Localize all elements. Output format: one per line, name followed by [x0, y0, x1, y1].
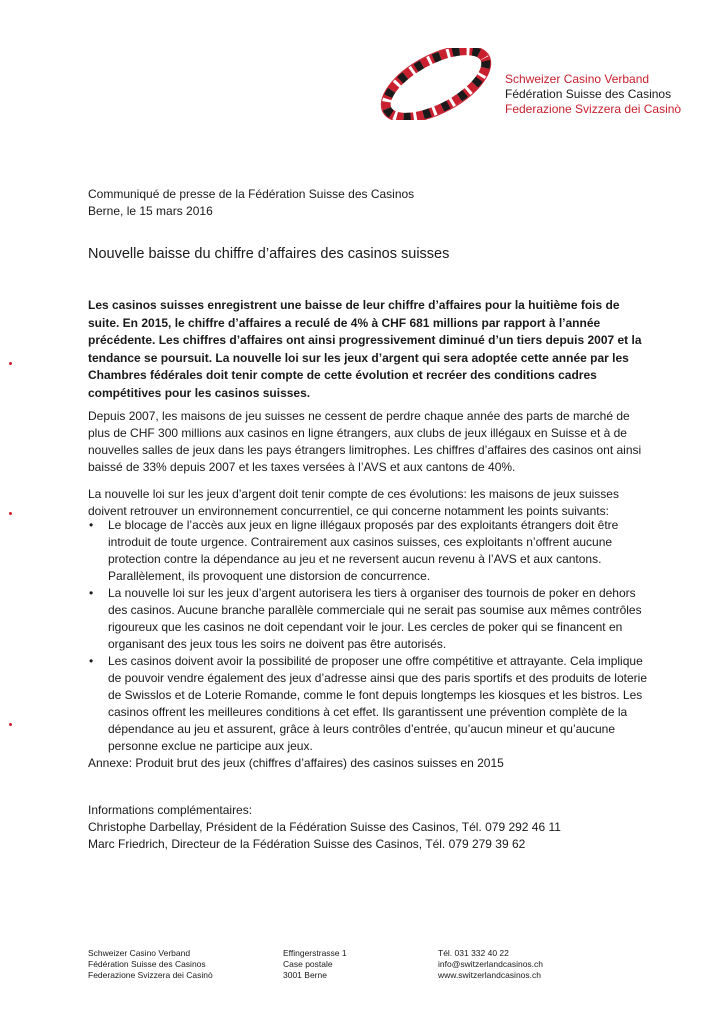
footer-address — [283, 948, 347, 981]
bullet-glyph: • — [89, 654, 94, 668]
footer-line: Case postale — [283, 959, 333, 969]
contact-line: Marc Friedrich, Directeur de la Fédération Suisse des Casinos, Tél. 079 279 39 62 — [88, 837, 526, 851]
release-date: Berne, le 15 mars 2016 — [88, 204, 213, 218]
org-name-de: Schweizer Casino Verband — [505, 72, 650, 86]
footer-line: Effingerstrasse 1 — [283, 948, 347, 958]
organisation-names — [505, 72, 681, 117]
bullet-item — [88, 517, 648, 585]
footer-contact — [438, 948, 543, 981]
bullet-text: La nouvelle loi sur les jeux d’argent autorisera les tiers à organiser des tournois de poker en dehors des casinos. Aucune branche parallèle commerciale qui ne serait pas soumise aux mêmes contrôles rigoureux que les casinos ne doit cependant voir le jour. Les cercles de poker qui se financent en organisant des jeux tous les soirs ne doivent pas être autorisés. — [108, 586, 642, 651]
document-title: Nouvelle baisse du chiffre d’affaires des casinos suisses — [88, 246, 450, 262]
bullet-item — [88, 653, 648, 755]
footer-line: 3001 Berne — [283, 970, 327, 980]
release-source: Communiqué de presse de la Fédération Suisse des Casinos — [88, 187, 415, 201]
margin-mark — [9, 362, 12, 365]
org-name-it: Federazione Svizzera dei Casinò — [505, 102, 682, 116]
press-release-meta — [88, 186, 648, 220]
margin-mark — [9, 512, 12, 515]
margin-mark — [9, 723, 12, 726]
casino-roulette-logo — [376, 48, 496, 120]
bullet-glyph: • — [89, 586, 94, 600]
footer-line: Schweizer Casino Verband — [88, 948, 191, 958]
lead-paragraph: Les casinos suisses enregistrent une baisse de leur chiffre d’affaires pour la huitième fois de suite. En 2015, le chiffre d’affaires a reculé de 4% à CHF 681 millions par rapport à l’année précédente. Les chiffres d’affaires ont ainsi progressivement diminué d’un tiers depuis 2007 et la tendance se poursuit. La nouvelle loi sur les jeux d’argent qui sera adoptée cette année par les Chambres fédérales doit tenir compte de cette évolution et recréer des conditions cadres compétitives pour les casinos suisses. — [88, 298, 642, 400]
footer-line: Fédération Suisse des Casinos — [88, 959, 206, 969]
footer-line: Federazione Svizzera dei Casinò — [88, 970, 213, 980]
contact-line: Christophe Darbellay, Président de la Fédération Suisse des Casinos, Tél. 079 292 46 11 — [88, 820, 561, 834]
footer-line: Tél. 031 332 40 22 — [438, 948, 509, 958]
bullet-text: Les casinos doivent avoir la possibilité de proposer une offre compétitive et attrayante. Cela implique de pouvoir vendre également des jeux d’adresse ainsi que des paris sportifs et des produits de loterie de Swisslos et de Loterie Romande, comme le font depuis longtemps les kiosques et les bistros. Les casinos offrent les meilleures conditions à cet effet. Ils garantissent une prévention complète de la dépendance au jeu et assurent, grâce à leurs contrôles d’entrée, qu’aucun mineur et qu’aucune personne exclue ne participe aux jeux. — [108, 654, 647, 753]
bullet-list — [88, 517, 648, 755]
footer-website-link[interactable]: www.switzerlandcasinos.ch — [438, 970, 541, 980]
footer-org-names — [88, 948, 213, 981]
contact-info — [88, 802, 648, 853]
body-paragraph-2: La nouvelle loi sur les jeux d’argent doit tenir compte de ces évolutions: les maisons de jeux suisses doivent retrouver un environnement concurrentiel, ce qui concerne notamment les points suivants: — [88, 487, 619, 518]
bullet-glyph: • — [89, 518, 94, 532]
bullet-item — [88, 585, 648, 653]
contact-heading: Informations complémentaires: — [88, 803, 253, 817]
footer-email-link[interactable]: info@switzerlandcasinos.ch — [438, 959, 544, 969]
annex-note: Annexe: Produit brut des jeux (chiffres d’affaires) des casinos suisses en 2015 — [88, 756, 504, 770]
body-paragraph-1: Depuis 2007, les maisons de jeu suisses ne cessent de perdre chaque année des parts de marché de plus de CHF 300 millions aux casinos en ligne étrangers, aux clubs de jeux illégaux en Suisse et à de nouvelles salles de jeux dans les pays étrangers limitrophes. Les chiffres d’affaires des casinos ont ainsi baissé de 33% depuis 2007 et les taxes versées à l’AVS et aux cantons de 40%. — [88, 409, 642, 474]
org-name-fr: Fédération Suisse des Casinos — [505, 87, 672, 101]
bullet-text: Le blocage de l’accès aux jeux en ligne illégaux proposés par des exploitants étrangers doit être introduit de toute urgence. Contrairement aux casinos suisses, ces exploitants n’offrent aucune protection contre la dépendance au jeu et ne reversent aucun revenu à l’AVS et aux cantons. Parallèlement, ils provoquent une distorsion de concurrence. — [108, 518, 619, 583]
